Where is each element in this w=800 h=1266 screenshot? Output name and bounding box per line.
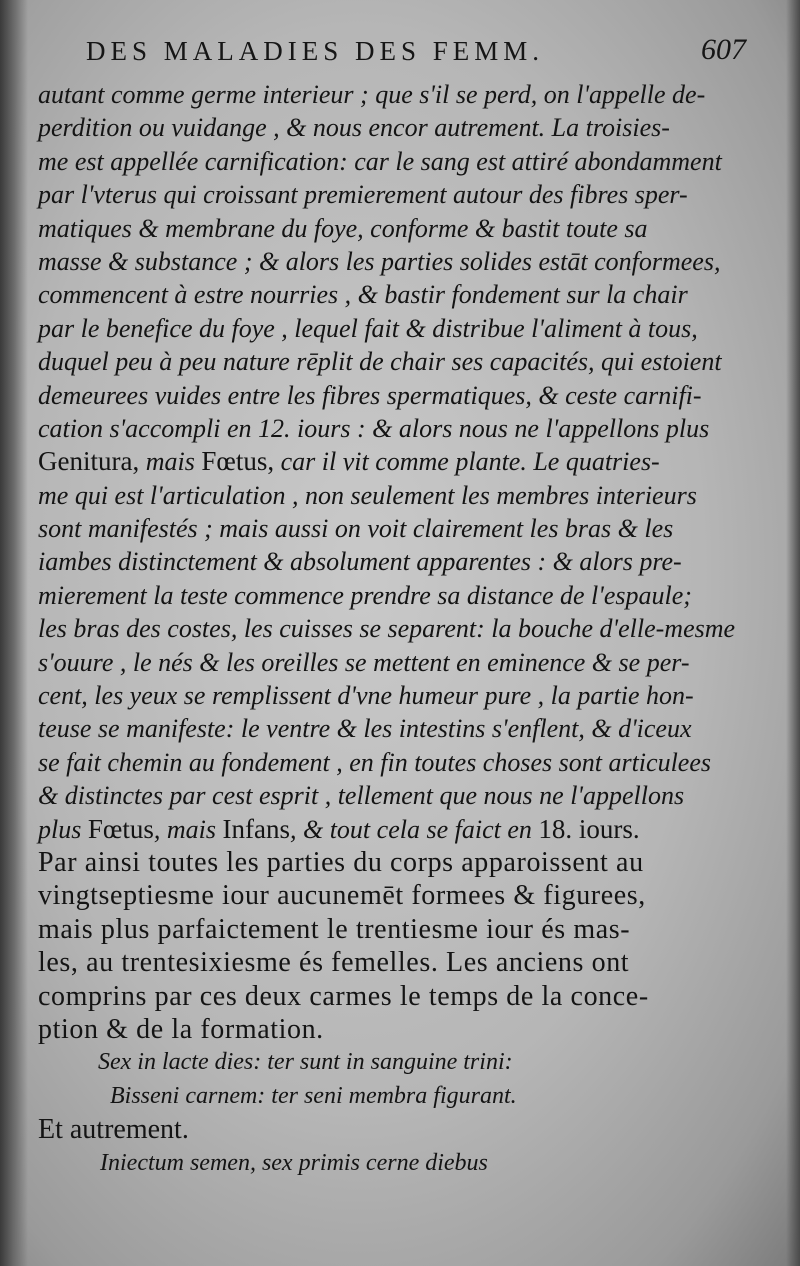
page-edge-shadow (786, 0, 800, 1266)
text-line: teuse se manifeste: le ventre & les intestins s'enflent, & d'iceux (38, 714, 692, 744)
verse-line: Iniectum semen, sex primis cerne diebus (100, 1149, 488, 1176)
text-line: les bras des costes, les cuisses se separent: la bouche d'elle-mesme (38, 614, 736, 644)
text-line: Par ainsi toutes les parties du corps apparoissent au (38, 846, 644, 878)
roman-word: Genitura, (38, 446, 140, 477)
text-line: commencent à estre nourries , & bastir fondement sur la chair (38, 280, 688, 310)
italic-word: mais (139, 447, 202, 477)
text-line: par le benefice du foye , lequel fait & distribue l'aliment à tous, (38, 313, 698, 343)
text-line: vingtseptiesme iour aucunemēt formees & figurees, (38, 880, 646, 912)
text-line: mierement la teste commence prendre sa distance de l'espaule; (38, 580, 692, 610)
text-line: se fait chemin au fondement , en fin toutes choses sont articulees (38, 747, 711, 777)
text-line: par l'vterus qui croissant premierement autour des fibres sper- (38, 180, 688, 210)
text-line: ption & de la formation. (38, 1013, 324, 1045)
text-line: mais plus parfaictement le trentiesme iour és mas- (38, 913, 631, 945)
text-line: demeurees vuides entre les fibres spermatiques, & ceste carnifi- (38, 380, 702, 410)
text-line: duquel peu à peu nature rēplit de chair ses capacités, qui estoient (38, 347, 722, 377)
text-line: cation s'accompli en 12. iours : & alors nous ne l'appellons plus (38, 413, 710, 443)
italic-word: plus (38, 814, 88, 844)
roman-paragraph (38, 846, 768, 1046)
verse-line: Sex in lacte dies: ter sunt in sanguine trini: (98, 1049, 513, 1076)
running-head: DES MALADIES DES FEMM. (86, 36, 545, 66)
text-line: s'ouure , le nés & les oreilles se mettent en eminence & se per- (38, 647, 690, 677)
roman-word: Fœtus, (201, 446, 275, 477)
roman-word: Infans (222, 813, 290, 844)
text-line: comprins par ces deux carmes le temps de la conce- (38, 980, 649, 1012)
text-line: & distinctes par cest esprit , tellement que nous ne l'appellons (38, 781, 685, 811)
roman-word: 18. iours. (538, 813, 640, 844)
text-line: masse & substance ; & alors les parties solides estāt conformees, (38, 246, 721, 276)
roman-line: Et autrement. (38, 1114, 189, 1146)
page-number: 607 (701, 33, 746, 66)
page-body (38, 78, 768, 1180)
roman-word: Fœtus (87, 813, 154, 844)
text-line-mixed (38, 813, 768, 846)
italic-word: , mais (153, 814, 223, 844)
page-header (86, 33, 746, 76)
text-line: matiques & membrane du foye, conforme & bastit toute sa (38, 213, 648, 243)
text-line: autant comme germe interieur ; que s'il se perd, on l'appelle de- (38, 80, 706, 109)
verse-line: Bisseni carnem: ter seni membra figurant. (110, 1082, 517, 1109)
text-line: sont manifestés ; mais aussi on voit clairement les bras & les (38, 514, 674, 544)
italic-text: car il vit comme plante. Le quatries- (274, 447, 660, 477)
text-line: les, au trentesixiesme és femelles. Les anciens ont (38, 947, 630, 979)
italic-paragraph (38, 78, 768, 846)
spine-shadow (0, 0, 28, 1266)
text-line-mixed (38, 445, 768, 478)
text-line: me est appellée carnification: car le sang est attiré abondamment (38, 146, 722, 176)
text-line: perdition ou vuidange , & nous encor autrement. La troisies- (38, 113, 670, 143)
latin-verse (38, 1046, 768, 1180)
italic-text: , & tout cela se faict en (289, 814, 539, 844)
text-line: me qui est l'articulation , non seulement les membres interieurs (38, 480, 697, 510)
text-line: cent, les yeux se remplissent d'vne humeur pure , la partie hon- (38, 681, 694, 711)
text-line: iambes distinctement & absolument apparentes : & alors pre- (38, 547, 682, 577)
